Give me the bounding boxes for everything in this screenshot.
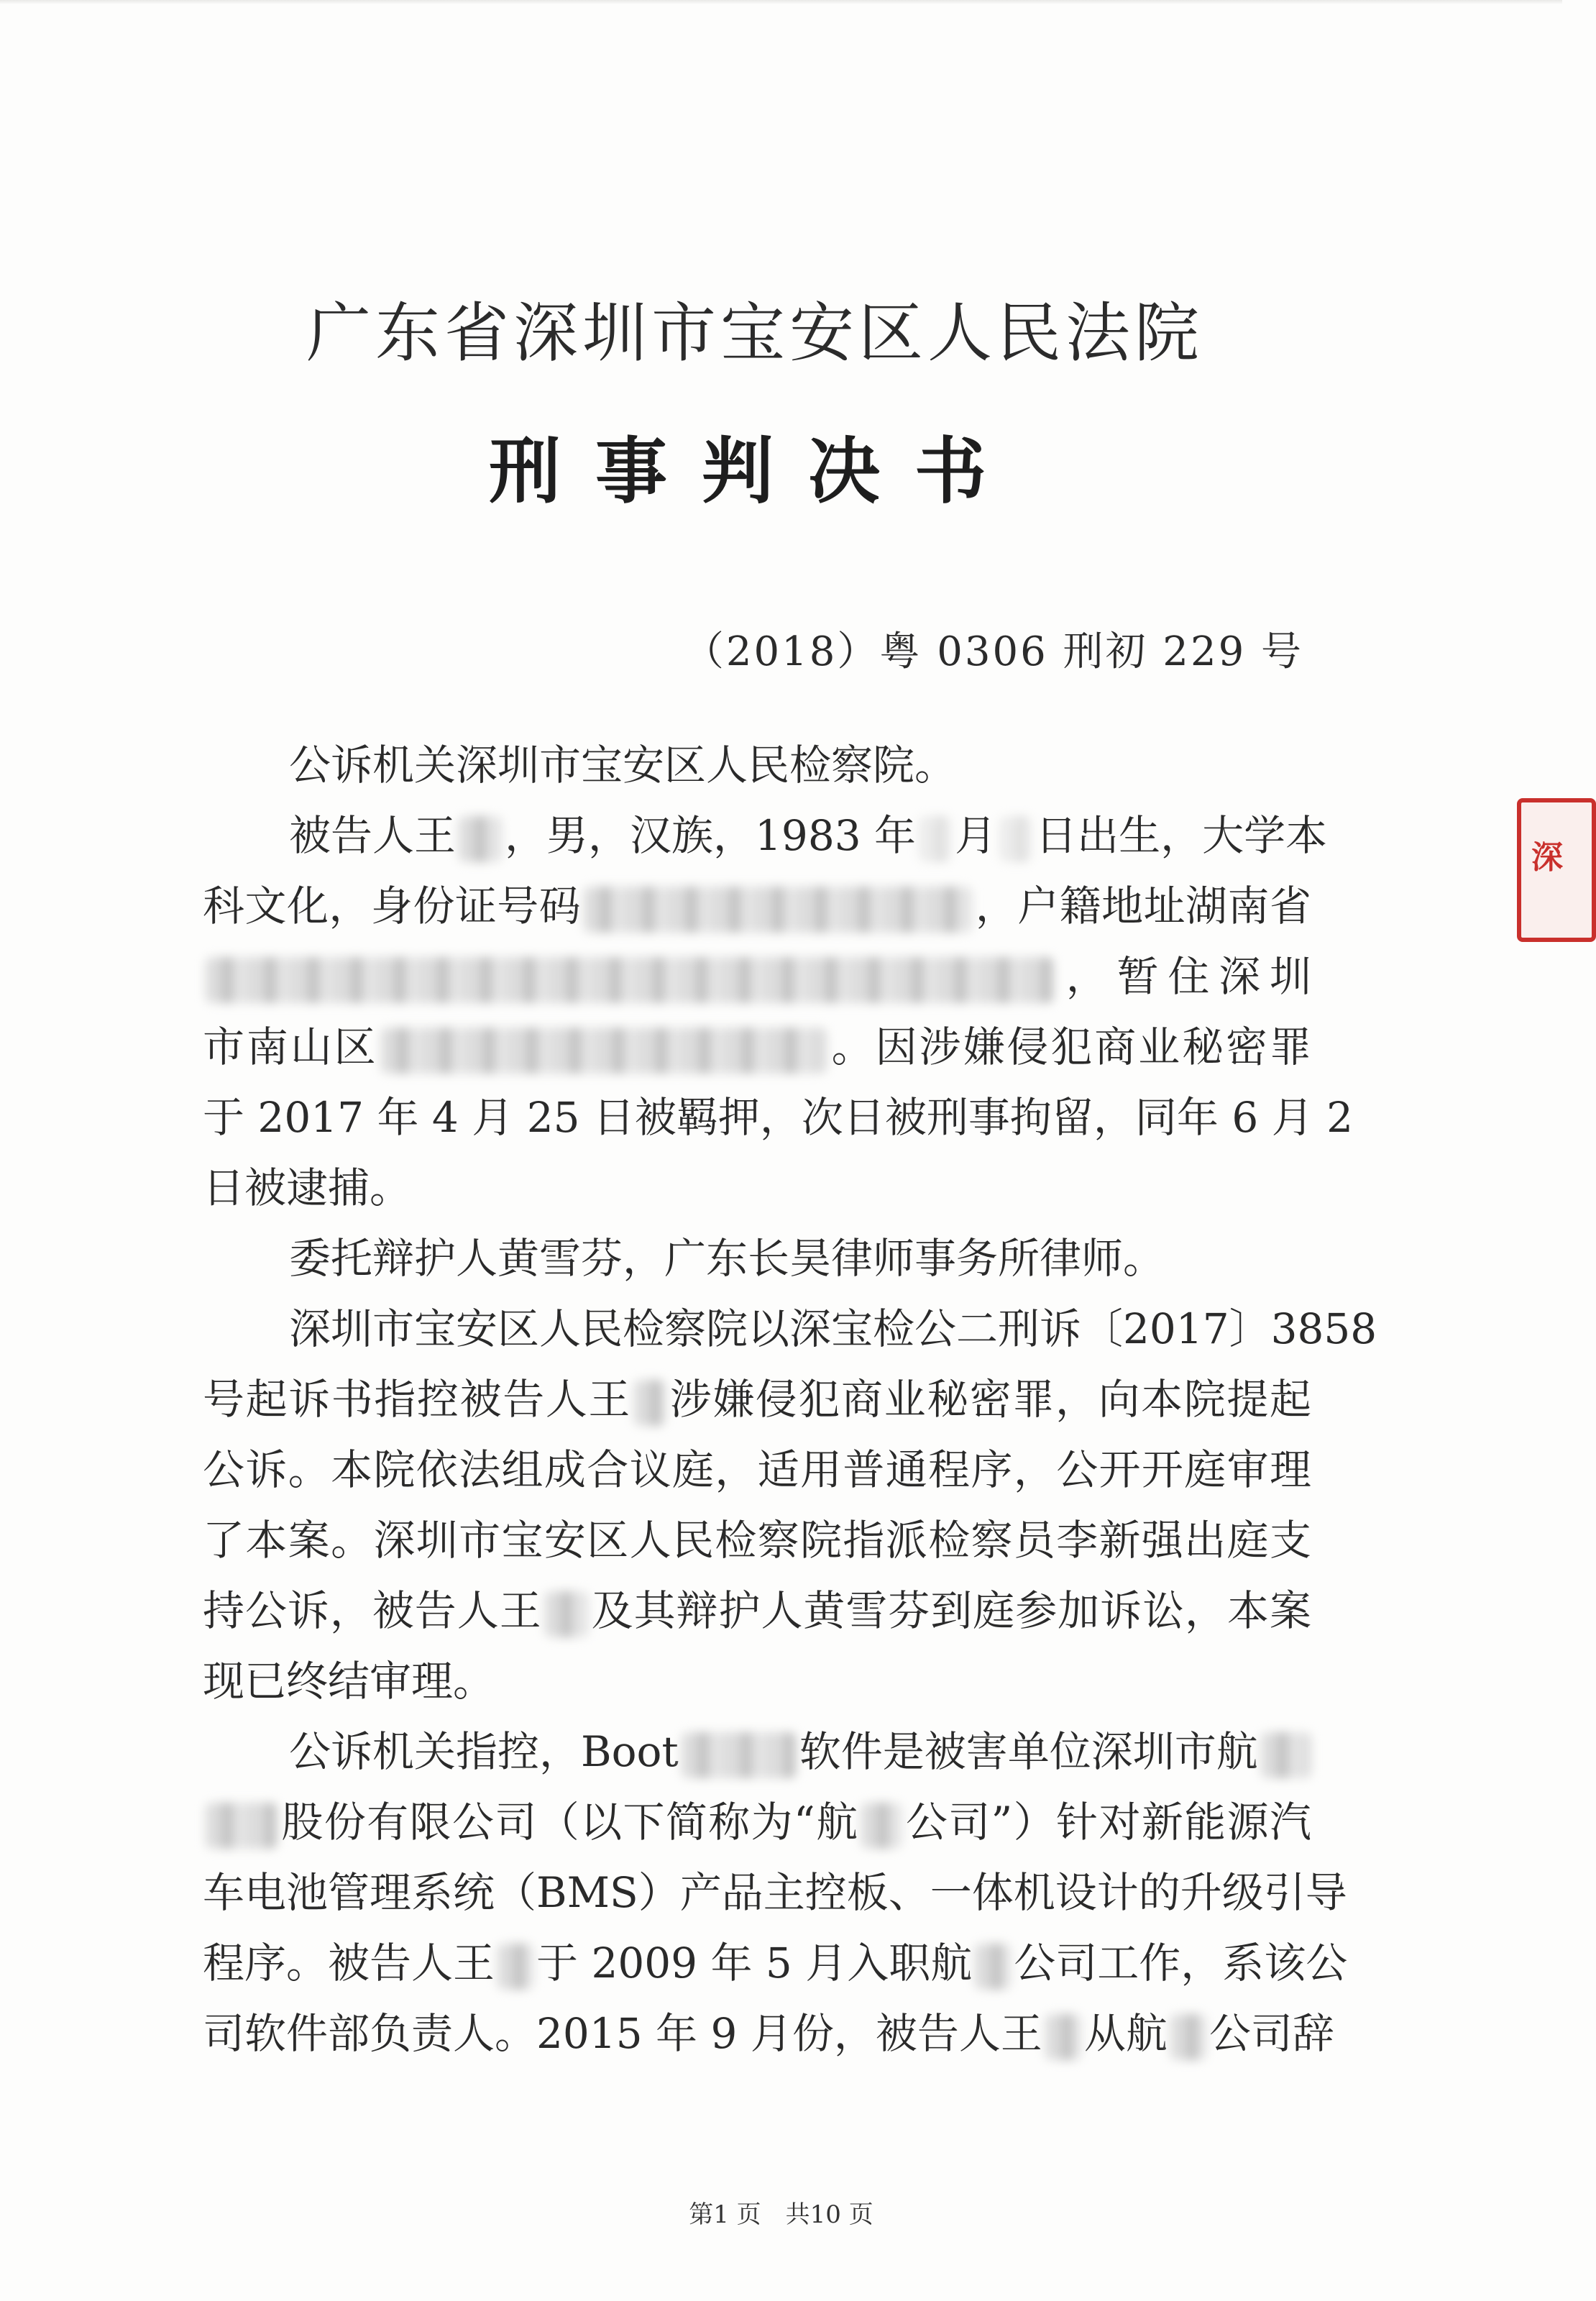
text-line [203,1857,1347,1928]
text-segment: ，暂住深圳 [1057,952,1311,1001]
text-segment: 涉嫌侵犯商业秘密罪，向本院提起 [669,1375,1311,1424]
text-segment: ，户籍地址湖南省 [975,882,1311,930]
redaction-blur [381,1028,827,1074]
text-line [203,1012,1311,1082]
redaction-blur [1261,1732,1311,1778]
redaction-blur [206,1803,278,1849]
text-segment: 了本案。深圳市宝安区人民检察院指派检察员李新强出庭支 [203,1516,1311,1565]
page-footer: 第1 页 共10 页 [689,2200,873,2229]
text-segment: 日被逮捕。 [203,1163,412,1212]
text-segment: 被告人王 [289,811,457,860]
text-segment: 。因涉嫌侵犯商业秘密罪 [829,1023,1311,1071]
redaction-blur [206,957,1054,1003]
text-line [203,1364,1311,1435]
text-line [203,1928,1348,1998]
text-segment: 号起诉书指控被告人王 [203,1375,631,1424]
text-line [203,1787,1311,1857]
text-segment: 及其辩护人黄雪芬到庭参加诉讼，本案 [590,1586,1311,1635]
redaction-blur [497,1944,533,1990]
redaction-blur [861,1803,902,1849]
official-seal-stamp [1517,798,1596,942]
text-line [203,800,1328,871]
text-segment: 月 [955,811,997,860]
text-line [203,1435,1311,1505]
text-segment: 公司”）针对新能源汽 [904,1798,1311,1847]
judgment-body [203,730,1377,2069]
text-line [203,1646,1311,1716]
redaction-blur [1170,2014,1206,2060]
text-line [203,1153,1311,1223]
text-segment: 现已终结审理。 [203,1657,495,1706]
text-segment: ，男，汉族，1983 年 [505,811,917,860]
redaction-blur [545,1591,588,1637]
text-segment: 深圳市宝安区人民检察院以深宝检公二刑诉〔2017〕3858 [289,1304,1377,1353]
document-type-title: 刑事判决书 [489,429,1021,513]
court-name: 广东省深圳市宝安区人民法院 [306,296,1203,371]
text-segment: 市南山区 [203,1023,378,1071]
scan-edge [0,0,1562,4]
redaction-blur [919,816,952,862]
text-segment: 公司工作，系该公 [1014,1939,1348,1987]
text-segment: 公诉机关指控，Boot [289,1727,679,1776]
text-line [203,1575,1311,1646]
text-line [203,1223,1311,1294]
redaction-blur [975,1944,1011,1990]
redaction-blur [584,887,972,933]
redaction-blur [459,816,502,862]
text-segment: 委托辩护人黄雪芬，广东长昊律师事务所律师。 [289,1234,1165,1283]
text-line [203,1294,1377,1364]
text-line [203,1716,1311,1787]
text-segment: 从航 [1083,2009,1168,2058]
text-line [203,1082,1354,1153]
text-segment: 日出生，大学本 [1035,811,1328,860]
text-segment: 车电池管理系统（BMS）产品主控板、一体机设计的升级引导 [203,1868,1347,1917]
text-segment: 软件是被害单位深圳市航 [799,1727,1258,1776]
text-line [203,941,1311,1012]
text-segment: 公司辞 [1209,2009,1334,2058]
text-line [203,871,1311,941]
text-segment: 程序。被告人王 [203,1939,495,1987]
seal-text: 深 [1531,839,1563,876]
redaction-blur [682,1732,797,1778]
redaction-blur [1045,2014,1081,2060]
redaction-blur [999,816,1032,862]
redaction-blur [634,1380,666,1426]
text-segment: 于 2017 年 4 月 25 日被羁押，次日被刑事拘留，同年 6 月 2 [203,1093,1354,1142]
case-number: （2018）粤 0306 刑初 229 号 [683,628,1303,675]
text-line [203,1998,1334,2069]
text-segment: 科文化，身份证号码 [203,882,582,930]
text-segment: 司软件部负责人。2015 年 9 月份，被告人王 [203,2009,1042,2058]
text-segment: 于 2009 年 5 月入职航 [536,1939,973,1987]
text-line [203,730,1311,800]
text-segment: 公诉。本院依法组成合议庭，适用普通程序，公开开庭审理 [203,1445,1311,1494]
text-segment: 持公诉，被告人王 [203,1586,542,1635]
text-segment: 股份有限公司（以下简称为“航 [280,1798,859,1847]
text-segment: 公诉机关深圳市宝安区人民检察院。 [289,741,957,790]
text-line [203,1505,1311,1575]
